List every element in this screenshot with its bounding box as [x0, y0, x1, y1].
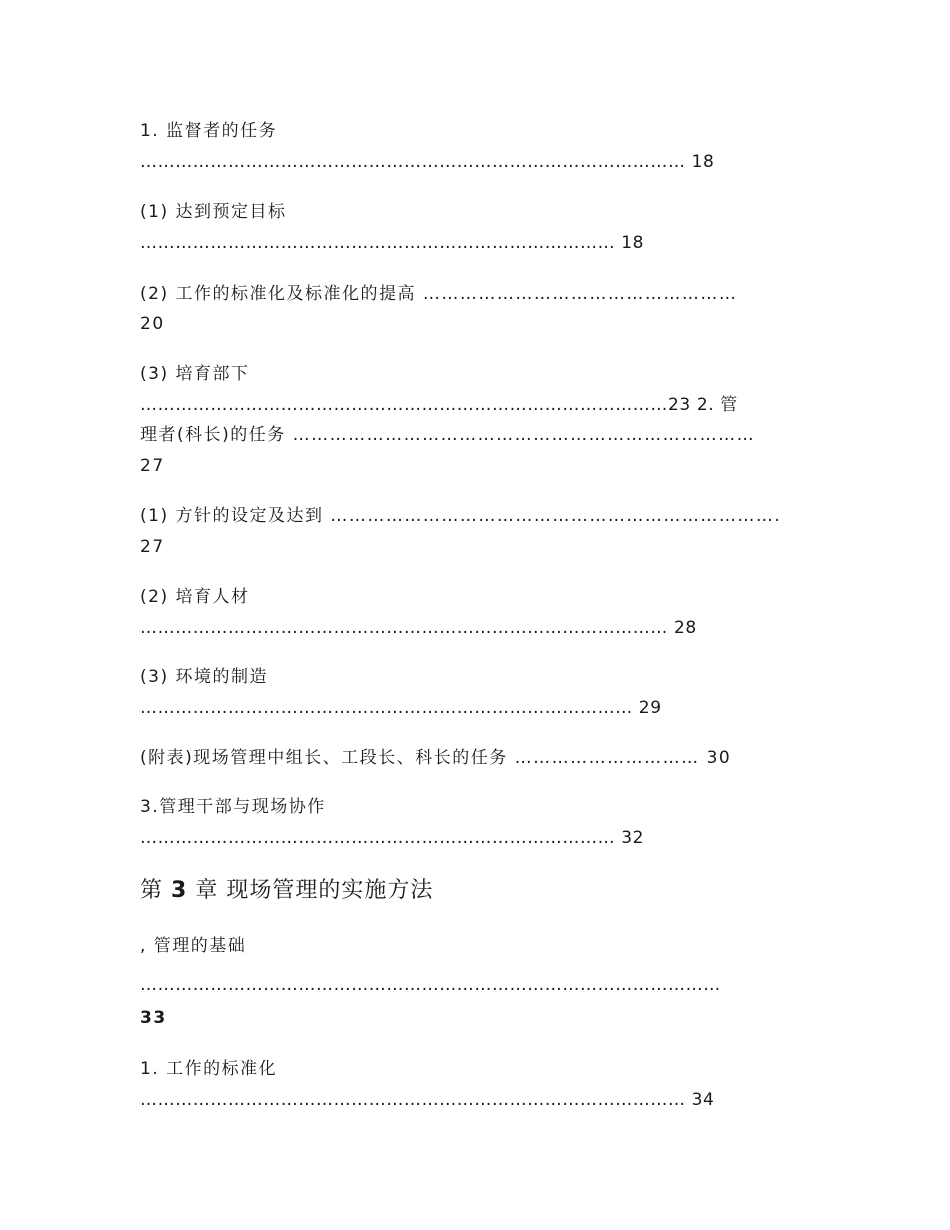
- toc-page-20: 20: [140, 314, 165, 334]
- toc-page-27b: 27: [140, 537, 165, 557]
- toc-leader-page-18a: ………………………………………………………………………………… 18: [140, 152, 715, 172]
- toc-leader-page-23: ………………………………………………………………………………23 2. 管: [140, 395, 738, 415]
- chapter-number: 3: [171, 878, 188, 903]
- toc-entry-work-standardization: 1. 工作的标准化: [140, 1059, 278, 1079]
- toc-entry-cadre-cooperation: 3.管理干部与现场协作: [140, 797, 326, 817]
- toc-entry-environment: (3) 环境的制造: [140, 667, 268, 687]
- toc-entry-train-talent: (2) 培育人材: [140, 587, 250, 607]
- toc-leader-page-28: ……………………………………………………………………………… 28: [140, 618, 697, 638]
- toc-entry-management-basis: , 管理的基础: [140, 936, 247, 956]
- toc-leader-page-34: ………………………………………………………………………………… 34: [140, 1090, 715, 1110]
- toc-leader-page-18b: ……………………………………………………………………… 18: [140, 233, 645, 253]
- toc-entry-supervisor-tasks: 1. 监督者的任务: [140, 121, 278, 141]
- toc-entry-reach-goal: (1) 达到预定目标: [140, 202, 287, 222]
- toc-entry-policy: (1) 方针的设定及达到 ……………………………………………………………….: [140, 506, 782, 526]
- toc-leader-page-32: ……………………………………………………………………… 32: [140, 828, 645, 848]
- chapter-3-heading: [140, 876, 433, 906]
- toc-entry-appendix-table: (附表)现场管理中组长、工段长、科长的任务 ………………………… 30: [140, 748, 732, 768]
- toc-leader-page-29: ………………………………………………………………………… 29: [140, 698, 662, 718]
- toc-entry-manager-tasks: 理者(科长)的任务 …………………………………………………………………: [140, 425, 756, 445]
- toc-entry-standardization: (2) 工作的标准化及标准化的提高 ……………………………………………: [140, 284, 738, 304]
- toc-page-27a: 27: [140, 456, 165, 476]
- chapter-title: 章 现场管理的实施方法: [195, 878, 434, 903]
- chapter-prefix: 第: [140, 878, 164, 903]
- toc-leader-dots: ………………………………………………………………………………………: [140, 975, 721, 995]
- toc-entry-train-subordinates: (3) 培育部下: [140, 364, 250, 384]
- toc-page-33: 33: [140, 1008, 167, 1028]
